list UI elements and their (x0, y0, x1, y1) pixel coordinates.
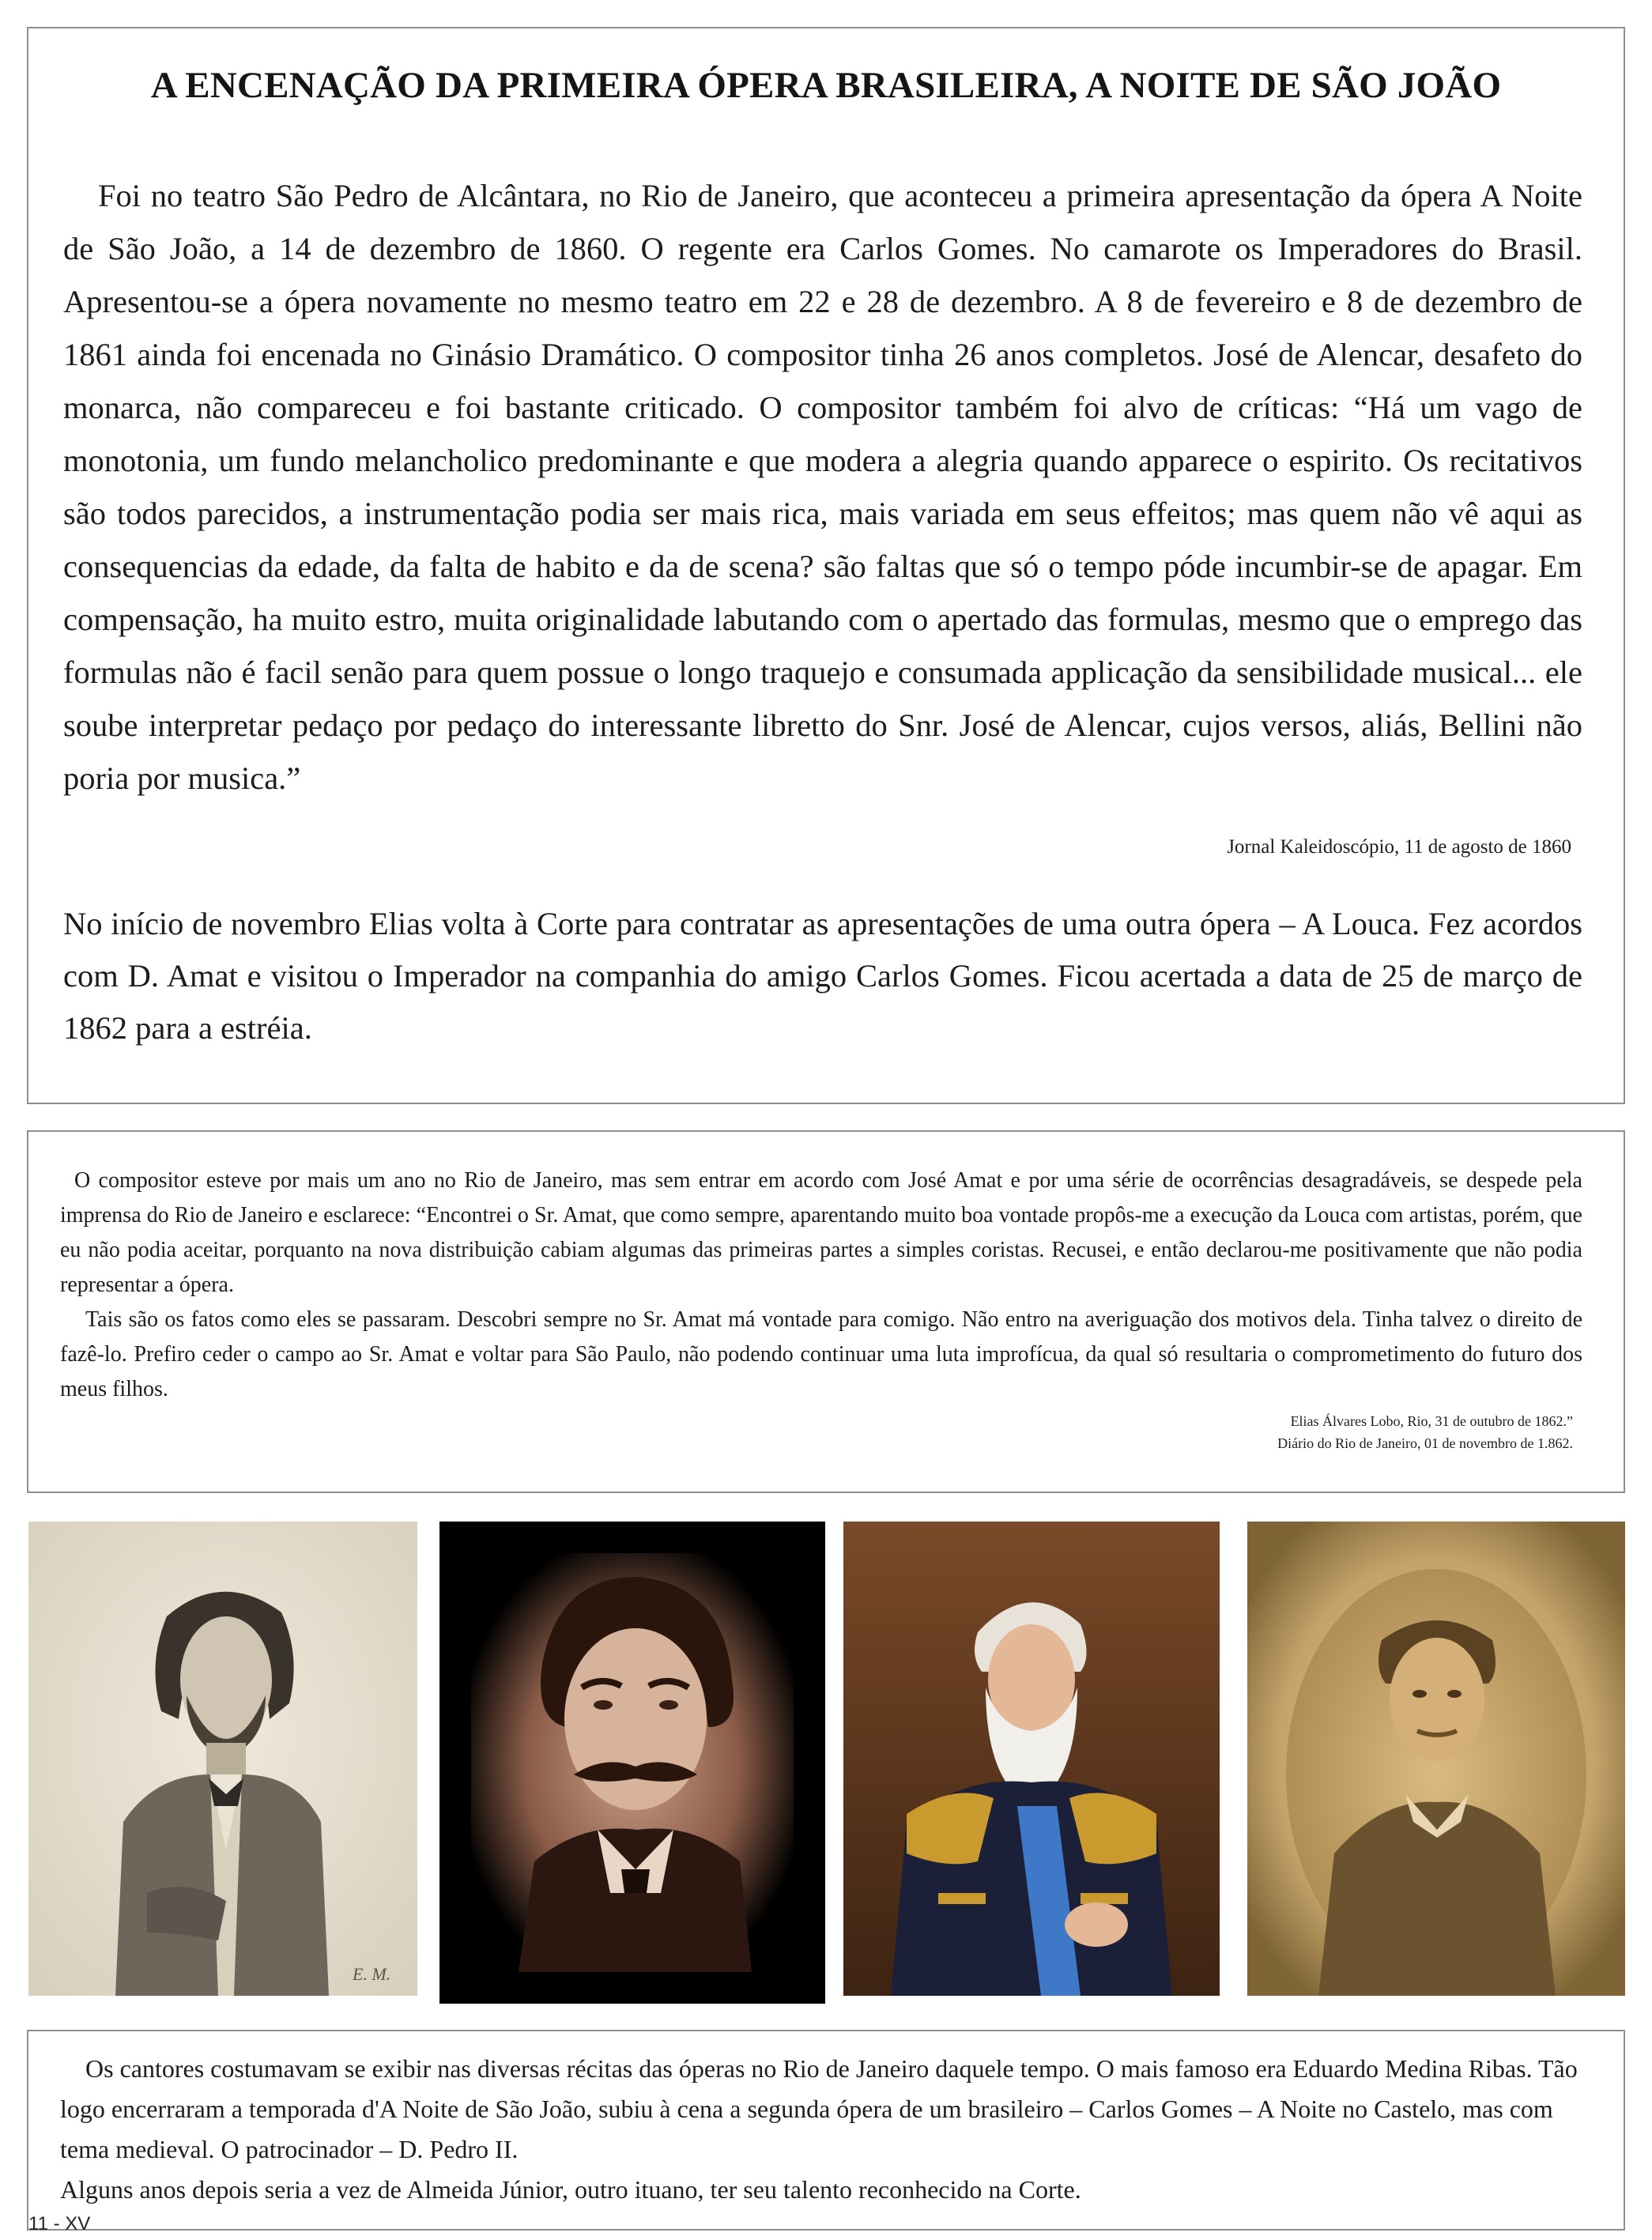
article-paragraph-2: No início de novembro Elias volta à Corte para contratar as apresentações de uma outra ópera – A Louca. Fez acordos com D. Amat e visitou o Imperador na companhia do amigo Carlos Gomes. Ficou acertada a data de 25 de março de 1862 para a estréia. (63, 906, 1582, 1046)
sepia-photo-portrait-image (1247, 1522, 1625, 1996)
artist-signature: E. M. (353, 1964, 391, 1984)
portrait-lithograph (28, 1522, 417, 1996)
footer-text (60, 2049, 1587, 2210)
portrait-sepia-photo (1247, 1522, 1625, 1996)
article-paragraph-1: Foi no teatro São Pedro de Alcântara, no Rio de Janeiro, que aconteceu a primeira apresentação da ópera A Noite de São João, a 14 de dezembro de 1860. O regente era Carlos Gomes. No camarote os Imperadores do Brasil. Apresentou-se a ópera novamente no mesmo teatro em 22 e 28 de dezembro. A 8 de fevereiro e 8 de dezembro de 1861 ainda foi encenada no Ginásio Dramático. O compositor tinha 26 anos completos. José de Alencar, desafeto do monarca, não compareceu e foi bastante criticado. O compositor também foi alvo de críticas: “Há um vago de monotonia, um fundo melancholico predominante e que modera a alegria quando apparece o espirito. Os recitativos são todos parecidos, a instrumentação podia ser mais rica, mais variada em seus effeitos; mas quem não vê aqui as consequencias da edade, da falta de habito e da de scena? são faltas que só o tempo póde incumbir-se de apagar. Em compensação, ha muito estro, muita originalidade labutando com o apertado das formulas, mesmo que o emprego das formulas não é facil senão para quem possue o longo traquejo e consumada applicação da sensibilidade musical... ele soube interpretar pedaço por pedaço do interessante libretto do Snr. José de Alencar, cujos versos, aliás, Bellini não poria por musica.” (63, 178, 1582, 796)
letter-signature (1277, 1410, 1573, 1454)
lithograph-portrait-image (28, 1522, 417, 1996)
letter-box (27, 1130, 1625, 1493)
page-number: 11 - XV (28, 2213, 91, 2234)
footer-paragraph-2: Alguns anos depois seria a vez de Almeida Júnior, outro ituano, ter seu talento reconhecido na Corte. (60, 2175, 1081, 2204)
signature-line-2: Diário do Rio de Janeiro, 01 de novembro de 1.862. (1277, 1435, 1573, 1451)
article-box (27, 27, 1625, 1104)
footer-text-box (27, 2030, 1625, 2231)
portrait-color-painting (843, 1522, 1220, 1996)
article-source: Jornal Kaleidoscópio, 11 de agosto de 1860 (1227, 836, 1571, 858)
signature-line-1: Elias Álvares Lobo, Rio, 31 de outubro de 1862.” (1290, 1413, 1573, 1429)
page-title: A ENCENAÇÃO DA PRIMEIRA ÓPERA BRASILEIRA, A NOITE DE SÃO JOÃO (150, 65, 1502, 106)
sepia-vignette-portrait-image (439, 1522, 825, 2004)
letter-paragraph-1: O compositor esteve por mais um ano no Rio de Janeiro, mas sem entrar em acordo com José Amat e por uma série de ocorrências desagradáveis, se despede pela imprensa do Rio de Janeiro e esclarece: “Encontrei o Sr. Amat, que como sempre, aparentando muito boa vontade propôs-me a execução da Louca com artistas, porém, que eu não podia aceitar, porquanto na nova distribuição cabiam algumas das primeiras partes a simples coristas. Recusei, e então declarou-me positivamente que não podia representar a ópera. (60, 1168, 1582, 1297)
color-painting-portrait-image (843, 1522, 1220, 1996)
letter-paragraph-2: Tais são os fatos como eles se passaram. Descobri sempre no Sr. Amat má vontade para comigo. Não entro na averiguação dos motivos dela. Tinha talvez o direito de fazê-lo. Prefiro ceder o campo ao Sr. Amat e voltar para São Paulo, não podendo continuar uma luta improfícua, da qual só resultaria o comprometimento do futuro dos meus filhos. (60, 1307, 1582, 1401)
portrait-sepia-vignette (439, 1522, 825, 2004)
letter-text (60, 1163, 1582, 1407)
footer-paragraph-1: Os cantores costumavam se exibir nas diversas récitas das óperas no Rio de Janeiro daquele tempo. O mais famoso era Eduardo Medina Ribas. Tão logo encerraram a temporada d'A Noite de São João, subiu à cena a segunda ópera de um brasileiro – Carlos Gomes – A Noite no Castelo, mas com tema medieval. O patrocinador – D. Pedro II. (60, 2054, 1578, 2163)
